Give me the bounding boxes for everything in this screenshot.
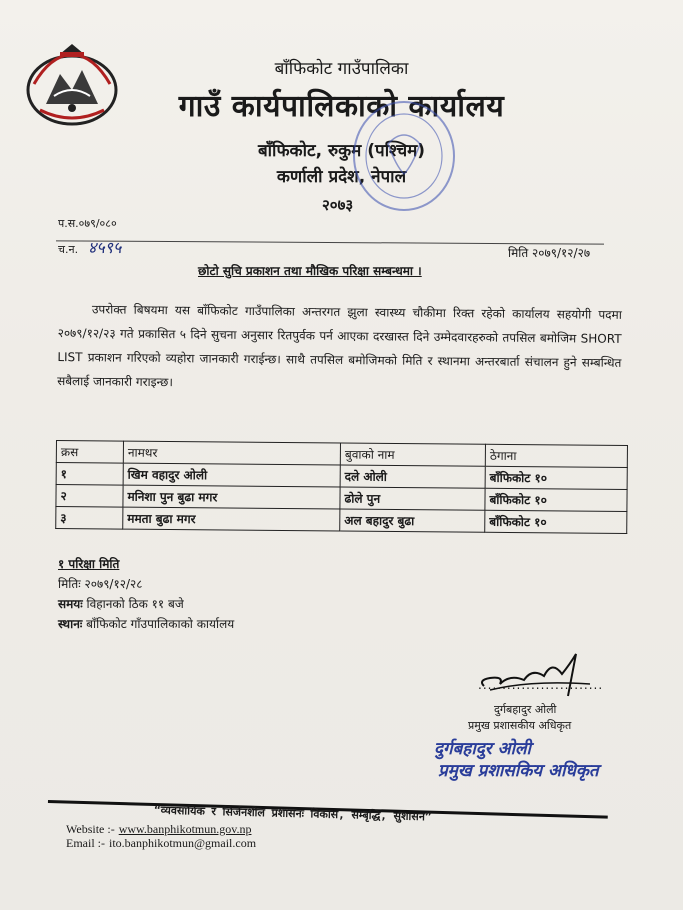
cell-father: अल बहादुर बुढा [340,509,485,532]
email-link[interactable]: ito.banphikotmun@gmail.com [109,836,257,850]
cell-address: बाँफिकोट १० [485,510,627,533]
exam-date: मितिः २०७९/१२/२८ [58,577,143,591]
col-header-name: नामथर [123,441,340,465]
website-link[interactable]: www.banphikotmun.gov.np [118,822,252,836]
footer-website [66,822,251,837]
col-header-address: ठेगाना [485,444,627,467]
exam-place-label: स्थानः [58,617,83,631]
subject-line: छोटो सुचि प्रकाशन तथा मौखिक परिक्षा सम्बन्धमा । [198,264,422,278]
body-paragraph: उपरोक्त बिषयमा यस बाँफिकोट गाउँपालिका अन्तरगत झुला स्वास्थ्य चौकीमा रिक्त रहेको कार्यालय सहयोगी पदमा २०७९/१२/२३ गते प्रकासित ५ दिने सुचना अनुसार रितपुर्वक पर्न आएका दरखास्त दिने उम्मेदवारहरुको तपसिल बमोजिम SHORT LIST प्रकाशन गरिएको व्यहोरा जानकारी गराईन्छ। साथै तपसिल बमोजिमको मिति र स्थानमा अन्तरबार्ता संचालन हुने सम्बन्धित सबैलाई जानकारी गराइन्छ। [57,302,622,390]
cell-address: बाँफिकोट १० [485,488,627,511]
exam-time [58,594,234,614]
table-row [56,507,627,534]
shortlist-table [55,440,628,534]
office-seal-icon [348,96,460,214]
website-label: Website :- [66,822,115,836]
municipality-name: बाँफिकोट गाउँपालिका [274,59,409,79]
cell-father: ढोले पुन [340,487,485,510]
footer-slogan: “व्यवसायिक र सिर्जनशील प्रशासनः विकास, सम्बृद्धि, सुशासन” [153,803,432,824]
signature-dots: .......................... [478,678,604,692]
chalani-number: ४५९५ [88,238,122,257]
signatory-title: प्रमुख प्रशासकीय अधिकृत [468,719,572,732]
exam-time-value: विहानको ठिक ११ बजे [86,597,184,611]
cell-serial: ३ [56,507,123,530]
exam-heading: १ परिक्षा मिति [58,557,120,571]
office-title: गाउँ कार्यपालिकाको कार्यालय [178,89,505,124]
office-place: बाँफिकोट, रुकुम (पश्चिम) [257,141,426,161]
established-year: २०७३ [322,196,354,214]
col-header-father: बुवाको नाम [340,443,485,466]
cell-name: खिम वहादुर ओली [123,463,340,487]
office-province: कर्णाली प्रदेश, नेपाल [276,167,407,187]
cell-serial: १ [56,463,123,486]
cell-father: दले ओली [340,465,485,488]
col-header-serial: क्रस [56,441,123,464]
patra-sankhya: प.स.०७९/०८० [58,217,117,230]
exam-details [58,554,234,634]
signatory-name: दुर्गबहादुर ओली [494,703,557,716]
email-label: Email :- [66,836,105,850]
exam-place-value: बाँफिकोट गाँउपालिकाको कार्यालय [86,617,235,631]
cell-address: बाँफिकोट १० [485,466,627,489]
cell-name: मनिशा पुन बुढा मगर [123,485,340,509]
chalani-label: च.न. [58,243,79,256]
title-stamp: प्रमुख प्रशासकिय अधिकृत [438,761,599,781]
cell-serial: २ [56,485,123,508]
letter-date: मिति २०७९/१२/२७ [508,246,591,260]
exam-time-label: समयः [58,597,83,611]
signature-icon [470,650,610,702]
name-stamp: दुर्गबहादुर ओली [434,739,531,759]
exam-place [58,614,234,634]
cell-name: ममता बुढा मगर [123,507,340,531]
footer-email [66,836,256,851]
